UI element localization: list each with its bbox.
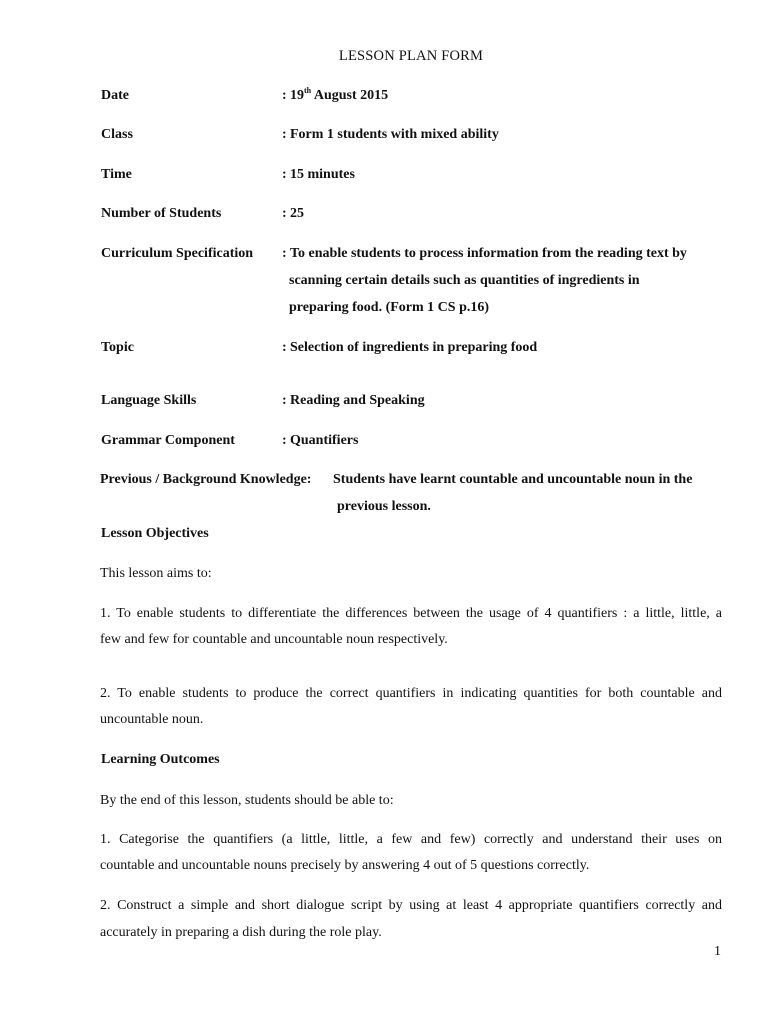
outcomes-intro: By the end of this lesson, students should be able to: [100, 793, 394, 808]
objective-2-line-2: uncountable noun. [100, 712, 204, 727]
outcome-2-line-1: 2. Construct a simple and short dialogue script by using at least 4 appropriate quantifiers correctly and [100, 898, 722, 913]
grammar-label: Grammar Component [101, 433, 235, 448]
time-label: Time [101, 167, 132, 182]
date-day-suffix: th [304, 86, 312, 95]
students-label: Number of Students [101, 206, 222, 221]
grammar-colon: : [282, 433, 287, 448]
skills-value: Reading and Speaking [290, 393, 425, 408]
topic-colon: : [282, 340, 287, 355]
date-day: 19 [290, 88, 304, 103]
curriculum-line-1: To enable students to process information from the reading text by [290, 246, 687, 261]
curriculum-line-3: preparing food. (Form 1 CS p.16) [289, 300, 490, 315]
topic-label: Topic [101, 340, 134, 355]
page-number: 1 [714, 944, 721, 959]
background-line-1: Students have learnt countable and uncountable noun in the [333, 472, 693, 487]
class-label: Class [101, 127, 133, 142]
objectives-intro: This lesson aims to: [100, 566, 212, 581]
page-title: LESSON PLAN FORM [338, 48, 484, 64]
objective-1-line-2: few and few for countable and uncountable noun respectively. [100, 632, 448, 647]
date-value [290, 88, 388, 104]
date-colon: : [282, 88, 287, 103]
curriculum-line-2: scanning certain details such as quantities of ingredients in [289, 273, 640, 288]
background-line-2: previous lesson. [337, 499, 431, 514]
curriculum-label: Curriculum Specification [101, 246, 254, 261]
date-month-year: August 2015 [311, 88, 389, 103]
date-label: Date [101, 88, 129, 103]
background-label: Previous / Background Knowledge: [100, 472, 312, 487]
students-colon: : [282, 206, 287, 221]
outcome-2-line-2: accurately in preparing a dish during the role play. [100, 925, 382, 940]
time-colon: : [282, 167, 287, 182]
objective-2-line-1: 2. To enable students to produce the correct quantifiers in indicating quantities for both countable and [100, 686, 722, 701]
outcome-1-line-2: countable and uncountable nouns precisely by answering 4 out of 5 questions correctly. [100, 858, 590, 873]
class-colon: : [282, 127, 287, 142]
objective-1-line-1: 1. To enable students to differentiate the differences between the usage of 4 quantifiers : a little, little, a [100, 606, 722, 621]
topic-value: Selection of ingredients in preparing food [290, 340, 538, 355]
class-value: Form 1 students with mixed ability [290, 127, 499, 142]
time-value: 15 minutes [290, 167, 355, 182]
skills-label: Language Skills [101, 393, 197, 408]
outcomes-heading: Learning Outcomes [101, 752, 220, 767]
skills-colon: : [282, 393, 287, 408]
outcome-1-line-1: 1. Categorise the quantifiers (a little, little, a few and few) correctly and understand their uses on [100, 832, 722, 847]
students-value: 25 [290, 206, 304, 221]
grammar-value: Quantifiers [290, 433, 359, 448]
curriculum-colon: : [282, 246, 287, 261]
objectives-heading: Lesson Objectives [101, 526, 209, 541]
